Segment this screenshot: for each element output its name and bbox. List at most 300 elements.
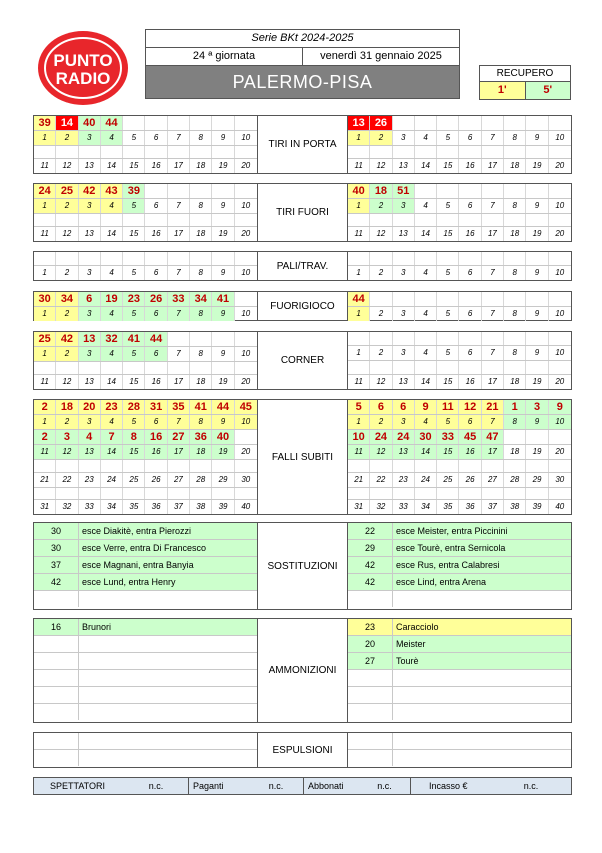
index-row (348, 307, 571, 321)
value-cell (235, 184, 257, 198)
corner-block (33, 331, 572, 390)
index-cell: 40 (241, 502, 251, 511)
substitution-text: esce Verre, entra Di Francesco (82, 543, 207, 553)
value-cell: 42 (56, 332, 78, 346)
index-row (34, 227, 257, 241)
values-row (348, 214, 571, 227)
value-cell: 20 (79, 400, 101, 414)
value-cell (190, 184, 212, 198)
index-cell: 8 (190, 415, 212, 429)
value-cell: 39 (34, 116, 56, 130)
index-cell: 4 (101, 131, 123, 145)
index-cell: 19 (212, 159, 234, 173)
match-header (145, 29, 460, 99)
index-cell: 6 (145, 131, 167, 145)
fuorigioco-block (33, 291, 572, 321)
index-cell: 17 (482, 159, 504, 173)
index-cell: 16 (145, 375, 167, 389)
tiri-fuori-away (348, 184, 571, 241)
value-cell (235, 116, 257, 130)
value-cell (235, 292, 257, 306)
value-cell: 26 (370, 116, 392, 130)
index-cell: 7 (168, 199, 190, 213)
index-cell: 9 (526, 307, 548, 321)
falli-away (348, 400, 571, 514)
index-cell: 11 (34, 445, 56, 459)
index-cell: 7 (168, 415, 190, 429)
index-cell: 8 (504, 266, 526, 280)
index-cell: 6 (145, 307, 167, 321)
index-cell: 14 (101, 445, 123, 459)
paganti-value: n.c. (249, 778, 304, 794)
index-cell: 15 (123, 445, 145, 459)
tiri-in-porta-block (33, 115, 572, 174)
index-cell: 1 (34, 199, 56, 213)
minute: 30 (34, 540, 79, 556)
index-cell: 30 (241, 474, 251, 484)
values-row (34, 460, 257, 473)
value-cell: 18 (370, 184, 392, 198)
value-cell: 40 (79, 116, 101, 130)
pali-traverse-block (33, 251, 572, 281)
index-cell: 10 (555, 201, 565, 210)
values-row (34, 146, 257, 159)
index-cell: 9 (526, 131, 548, 145)
index-cell: 27 (168, 473, 190, 487)
minute: 30 (34, 523, 79, 539)
index-cell: 14 (415, 375, 437, 389)
index-cell: 20 (555, 229, 565, 238)
recupero-first-half: 1' (480, 82, 526, 99)
value-cell: 41 (190, 400, 212, 414)
index-cell: 18 (504, 375, 526, 389)
index-cell: 4 (101, 199, 123, 213)
index-cell: 4 (415, 266, 437, 280)
index-cell: 19 (212, 445, 234, 459)
value-cell (482, 292, 504, 306)
value-cell (212, 184, 234, 198)
value-cell: 5 (348, 400, 370, 414)
value-cell: 33 (437, 430, 459, 444)
list-item (348, 574, 571, 591)
index-cell: 34 (415, 500, 437, 514)
value-cell: 9 (549, 400, 571, 414)
index-cell: 7 (168, 131, 190, 145)
value-cell: 24 (393, 430, 415, 444)
index-cell: 4 (415, 307, 437, 321)
index-cell: 2 (370, 131, 392, 145)
index-cell: 37 (168, 500, 190, 514)
value-cell: 16 (145, 430, 167, 444)
spettatori-label: SPETTATORI (50, 781, 106, 791)
index-cell: 17 (168, 375, 190, 389)
list-item (348, 591, 571, 607)
value-cell (415, 116, 437, 130)
value-cell: 35 (168, 400, 190, 414)
index-cell: 36 (145, 500, 167, 514)
index-cell: 17 (482, 445, 504, 459)
index-cell: 3 (79, 266, 101, 280)
index-cell: 4 (415, 415, 437, 429)
index-cell: 10 (555, 348, 565, 357)
value-cell: 18 (56, 400, 78, 414)
index-cell: 1 (348, 266, 370, 280)
index-cell: 26 (459, 473, 481, 487)
index-cell: 18 (504, 445, 526, 459)
index-cell: 16 (459, 445, 481, 459)
list-item (348, 687, 571, 704)
value-cell (415, 292, 437, 306)
list-item (34, 653, 257, 670)
values-row (34, 488, 257, 501)
index-cell: 10 (241, 201, 251, 210)
value-cell (168, 184, 190, 198)
index-cell: 31 (348, 500, 370, 514)
index-cell: 16 (145, 445, 167, 459)
index-cell: 2 (370, 266, 392, 280)
substitution-text: esce Meister, entra Piccinini (396, 526, 508, 536)
index-cell: 6 (145, 347, 167, 361)
index-row (34, 131, 257, 146)
index-cell: 17 (168, 445, 190, 459)
minute: 22 (348, 523, 393, 539)
value-cell (459, 116, 481, 130)
index-cell: 13 (393, 445, 415, 459)
index-cell: 2 (370, 415, 392, 429)
index-cell: 20 (555, 377, 565, 386)
index-cell: 2 (370, 199, 392, 213)
index-cell: 10 (549, 415, 571, 429)
date: venerdì 31 gennaio 2025 (320, 50, 442, 62)
index-cell: 4 (415, 346, 437, 360)
index-cell: 19 (526, 375, 548, 389)
index-cell: 14 (101, 227, 123, 241)
index-cell: 30 (555, 474, 565, 484)
substitution-text: esce Diakitè, entra Pierozzi (82, 526, 192, 536)
value-cell (437, 184, 459, 198)
value-cell: 24 (34, 184, 56, 198)
value-cell (415, 184, 437, 198)
tiri-porta-home (34, 116, 257, 173)
value-cell (482, 184, 504, 198)
index-cell: 1 (34, 307, 56, 321)
index-cell: 35 (123, 500, 145, 514)
value-cell: 24 (370, 430, 392, 444)
value-cell (526, 292, 548, 306)
index-cell: 15 (437, 227, 459, 241)
value-cell: 44 (348, 292, 370, 306)
value-cell: 4 (79, 430, 101, 444)
value-cell: 9 (415, 400, 437, 414)
corner-label: CORNER (257, 332, 348, 389)
index-cell: 18 (504, 159, 526, 173)
values-row (34, 332, 257, 347)
value-cell: 13 (79, 332, 101, 346)
value-cell: 26 (145, 292, 167, 306)
minute: 23 (348, 619, 393, 635)
sostituzioni-label: SOSTITUZIONI (257, 523, 348, 609)
value-cell: 23 (123, 292, 145, 306)
index-cell: 5 (437, 199, 459, 213)
list-item (348, 557, 571, 574)
index-cell: 2 (56, 131, 78, 145)
index-cell: 16 (459, 159, 481, 173)
value-cell: 33 (168, 292, 190, 306)
index-cell: 10 (555, 268, 565, 277)
values-row (34, 214, 257, 227)
index-cell: 3 (393, 307, 415, 321)
index-cell: 22 (370, 473, 392, 487)
index-cell: 4 (101, 347, 123, 361)
corner-home (34, 332, 257, 389)
index-cell: 2 (56, 415, 78, 429)
index-cell: 28 (504, 473, 526, 487)
index-cell: 9 (212, 347, 234, 361)
index-cell: 38 (190, 500, 212, 514)
round: 24 ª giornata (146, 48, 303, 65)
index-cell: 13 (79, 445, 101, 459)
index-cell: 10 (235, 415, 257, 429)
values-row (348, 430, 571, 445)
espulsioni-block (33, 732, 572, 768)
value-cell: 44 (145, 332, 167, 346)
index-cell: 13 (79, 159, 101, 173)
index-row (348, 159, 571, 173)
index-cell: 15 (123, 375, 145, 389)
index-cell: 7 (168, 307, 190, 321)
value-cell (393, 116, 415, 130)
index-cell: 34 (101, 500, 123, 514)
index-cell: 8 (504, 307, 526, 321)
index-cell: 10 (555, 309, 565, 318)
list-item (348, 636, 571, 653)
index-cell: 16 (145, 227, 167, 241)
index-cell: 8 (504, 346, 526, 360)
tiri-in-porta-label: TIRI IN PORTA (257, 116, 348, 173)
minute: 42 (34, 574, 79, 590)
index-cell: 12 (56, 227, 78, 241)
index-cell: 13 (393, 375, 415, 389)
index-cell: 7 (482, 131, 504, 145)
values-row (348, 292, 571, 307)
index-cell: 18 (190, 375, 212, 389)
value-cell (549, 184, 571, 198)
punto-radio-logo (36, 30, 130, 106)
index-cell: 9 (526, 199, 548, 213)
falli-home (34, 400, 257, 514)
value-cell: 45 (459, 430, 481, 444)
index-cell: 33 (79, 500, 101, 514)
index-cell: 12 (56, 159, 78, 173)
substitution-text: esce Magnani, entra Banyia (82, 560, 194, 570)
index-cell: 12 (370, 375, 392, 389)
index-cell: 14 (415, 227, 437, 241)
index-cell: 11 (348, 159, 370, 173)
index-row (348, 445, 571, 460)
value-cell: 3 (56, 430, 78, 444)
list-item (34, 636, 257, 653)
index-cell: 8 (504, 131, 526, 145)
value-cell: 25 (56, 184, 78, 198)
value-cell (459, 292, 481, 306)
index-cell: 22 (56, 473, 78, 487)
list-item (348, 670, 571, 687)
index-cell: 25 (123, 473, 145, 487)
index-cell: 10 (555, 133, 565, 142)
list-item (34, 687, 257, 704)
index-cell: 5 (123, 131, 145, 145)
values-row (348, 332, 571, 346)
value-cell: 8 (123, 430, 145, 444)
index-cell: 10 (241, 133, 251, 142)
index-cell: 5 (123, 266, 145, 280)
index-cell: 39 (526, 500, 548, 514)
value-cell: 14 (56, 116, 78, 130)
value-cell (504, 184, 526, 198)
index-cell: 24 (415, 473, 437, 487)
index-cell: 6 (459, 131, 481, 145)
values-row (348, 400, 571, 415)
value-cell: 44 (101, 116, 123, 130)
value-cell: 6 (393, 400, 415, 414)
minute: 16 (34, 619, 79, 635)
index-cell: 38 (504, 500, 526, 514)
values-row (348, 146, 571, 159)
espulsioni-label: ESPULSIONI (257, 733, 348, 767)
list-item (34, 540, 257, 557)
index-cell: 12 (370, 159, 392, 173)
value-cell (393, 292, 415, 306)
index-cell: 15 (123, 227, 145, 241)
index-cell: 5 (437, 131, 459, 145)
player-name: Tourè (396, 656, 419, 666)
index-cell: 15 (437, 159, 459, 173)
index-cell: 18 (504, 227, 526, 241)
value-cell (212, 116, 234, 130)
value-cell: 13 (348, 116, 370, 130)
index-cell: 3 (79, 415, 101, 429)
index-cell: 4 (101, 307, 123, 321)
index-cell: 8 (190, 131, 212, 145)
index-cell: 19 (526, 227, 548, 241)
sostituzioni-block (33, 522, 572, 610)
value-cell: 34 (190, 292, 212, 306)
index-cell: 16 (459, 375, 481, 389)
index-cell: 3 (79, 347, 101, 361)
index-cell: 6 (459, 307, 481, 321)
index-cell: 1 (34, 347, 56, 361)
list-item (348, 523, 571, 540)
index-cell: 4 (101, 266, 123, 280)
index-row (34, 445, 257, 460)
player-name: Meister (396, 639, 426, 649)
index-cell: 7 (482, 346, 504, 360)
value-cell (145, 116, 167, 130)
index-cell: 35 (437, 500, 459, 514)
value-cell (504, 116, 526, 130)
values-row (34, 116, 257, 131)
index-cell: 1 (348, 131, 370, 145)
pali-away (348, 252, 571, 280)
index-cell: 1 (348, 346, 370, 360)
index-cell: 18 (190, 445, 212, 459)
index-cell: 11 (348, 227, 370, 241)
index-cell: 23 (79, 473, 101, 487)
index-cell: 9 (212, 131, 234, 145)
index-row (348, 415, 571, 430)
series-text: Serie BKt 2024-2025 (251, 32, 354, 44)
index-cell: 3 (79, 199, 101, 213)
index-cell: 17 (168, 227, 190, 241)
value-cell (190, 116, 212, 130)
index-cell: 6 (459, 266, 481, 280)
value-cell: 45 (235, 400, 257, 414)
index-cell: 1 (348, 415, 370, 429)
ammonizioni-home (34, 619, 257, 722)
fuorigioco-away (348, 292, 571, 320)
index-cell: 13 (79, 375, 101, 389)
index-cell: 19 (212, 375, 234, 389)
value-cell (123, 116, 145, 130)
value-cell: 25 (34, 332, 56, 346)
value-cell: 1 (504, 400, 526, 414)
recupero-second-half: 5' (526, 82, 571, 99)
tiri-fuori-label: TIRI FUORI (257, 184, 348, 241)
value-cell (526, 430, 548, 444)
index-row (34, 199, 257, 214)
values-row (34, 184, 257, 199)
index-cell: 36 (459, 500, 481, 514)
index-cell: 5 (123, 347, 145, 361)
index-cell: 3 (393, 199, 415, 213)
ammonizioni-block (33, 618, 572, 723)
recupero-title: RECUPERO (480, 66, 570, 82)
tiri-porta-away (348, 116, 571, 173)
recupero-values (480, 82, 570, 99)
index-row (34, 500, 257, 514)
value-cell: 40 (212, 430, 234, 444)
index-row (34, 415, 257, 430)
values-row (348, 460, 571, 473)
spettatori-value: n.c. (124, 778, 189, 794)
values-row (34, 362, 257, 375)
index-cell: 9 (526, 346, 548, 360)
index-cell: 9 (526, 415, 548, 429)
value-cell: 31 (145, 400, 167, 414)
value-cell (168, 332, 190, 346)
index-cell: 11 (348, 375, 370, 389)
index-cell: 10 (241, 349, 251, 358)
index-cell: 3 (393, 346, 415, 360)
index-cell: 31 (34, 500, 56, 514)
substitution-text: esce Lund, entra Henry (82, 577, 176, 587)
value-cell: 39 (123, 184, 145, 198)
minute: 37 (34, 557, 79, 573)
match-title: PALERMO-PISA (146, 66, 459, 98)
index-cell: 11 (34, 227, 56, 241)
value-cell: 23 (101, 400, 123, 414)
index-cell: 2 (370, 346, 392, 360)
value-cell (212, 332, 234, 346)
index-cell: 12 (56, 445, 78, 459)
pali-home (34, 252, 257, 280)
index-row (34, 375, 257, 389)
value-cell (504, 292, 526, 306)
index-row (348, 473, 571, 488)
index-cell: 3 (79, 307, 101, 321)
list-item (348, 733, 571, 750)
value-cell: 32 (101, 332, 123, 346)
